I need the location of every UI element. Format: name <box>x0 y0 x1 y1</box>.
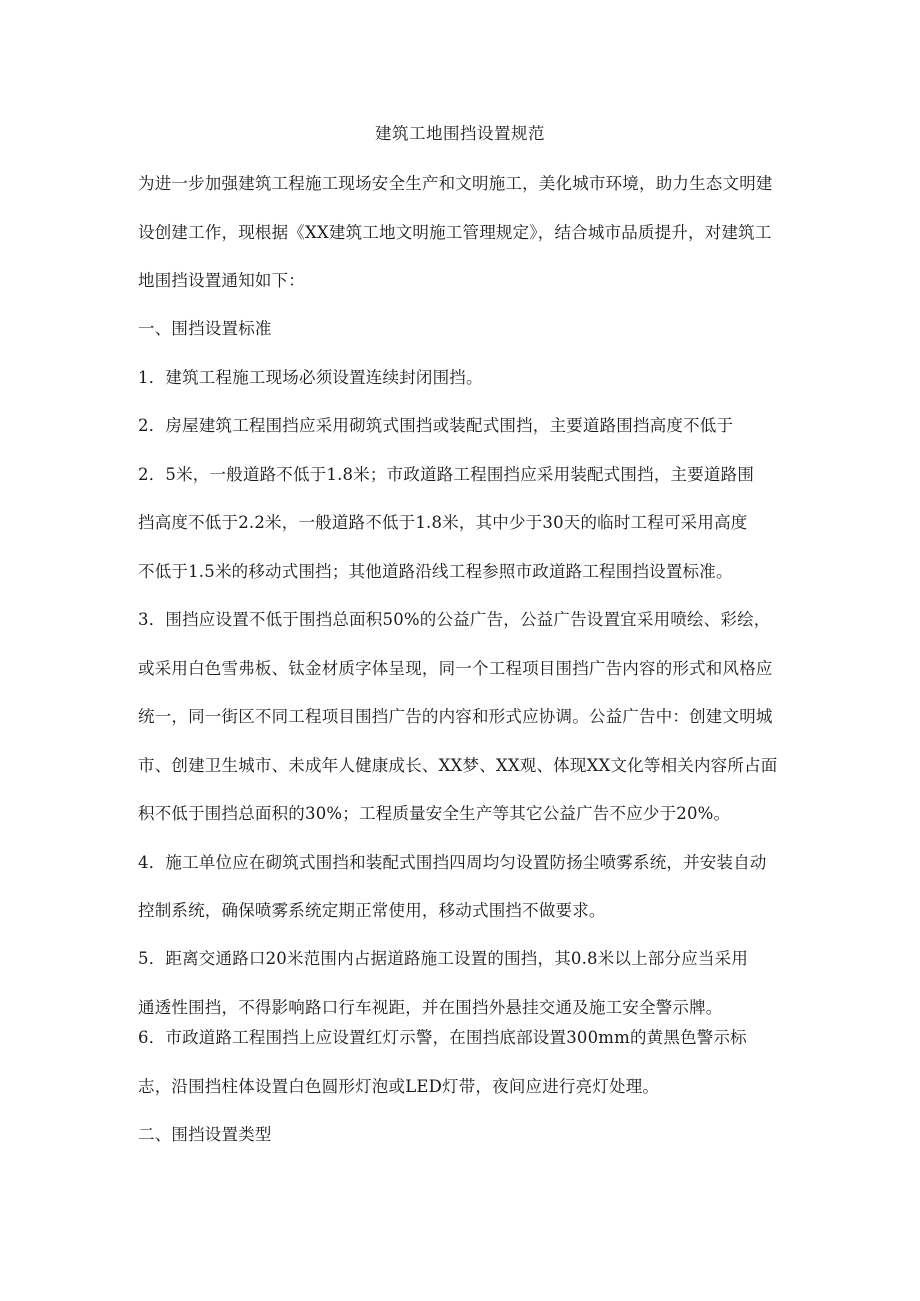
item-1-line-1: 1．建筑工程施工现场必须设置连续封闭围挡。 <box>138 368 483 387</box>
item-3-line-2: 或采用白色雪弗板、钛金材质字体呈现，同一个工程项目围挡广告内容的形式和风格应 <box>138 659 773 678</box>
item-3-line-4: 市、创建卫生城市、未成年人健康成长、XX梦、XX观、体现XX文化等相关内容所占面 <box>138 756 778 775</box>
intro-line-3: 地围挡设置通知如下： <box>138 271 305 290</box>
section-2-heading: 二、围挡设置类型 <box>138 1125 272 1144</box>
item-5-line-1: 5．距离交通路口20米范围内占据道路施工设置的围挡，其0.8米以上部分应当采用 <box>138 949 749 968</box>
item-2-line-3: 挡高度不低于2.2米，一般道路不低于1.8米，其中少于30天的临时工程可采用高度 <box>138 513 748 532</box>
item-6-line-2: 志，沿围挡柱体设置白色圆形灯泡或LED灯带，夜间应进行亮灯处理。 <box>138 1077 660 1096</box>
item-5-line-2: 通透性围挡，不得影响路口行车视距，并在围挡外悬挂交通及施工安全警示牌。 <box>138 998 723 1017</box>
item-2-line-4: 不低于1.5米的移动式围挡；其他道路沿线工程参照市政道路工程围挡设置标准。 <box>138 562 733 581</box>
item-3-line-3: 统一，同一街区不同工程项目围挡广告的内容和形式应协调。公益广告中：创建文明城 <box>138 707 773 726</box>
item-2-line-2: 2．5米，一般道路不低于1.8米；市政道路工程围挡应采用装配式围挡，主要道路围 <box>138 465 755 484</box>
document-title: 建筑工地围挡设置规范 <box>375 124 545 143</box>
item-2-line-1: 2．房屋建筑工程围挡应采用砌筑式围挡或装配式围挡，主要道路围挡高度不低于 <box>138 416 734 435</box>
intro-line-1: 为进一步加强建筑工程施工现场安全生产和文明施工，美化城市环境，助力生态文明建 <box>138 174 773 193</box>
item-3-line-5: 积不低于围挡总面积的30%；工程质量安全生产等其它公益广告不应少于20%。 <box>138 804 731 823</box>
item-4-line-2: 控制系统，确保喷雾系统定期正常使用，移动式围挡不做要求。 <box>138 901 606 920</box>
item-3-line-1: 3．围挡应设置不低于围挡总面积50%的公益广告，公益广告设置宜采用喷绘、彩绘， <box>138 610 771 629</box>
section-1-heading: 一、围挡设置标准 <box>138 319 272 338</box>
item-6-line-1: 6．市政道路工程围挡上应设置红灯示警，在围挡底部设置300mm的黄黑色警示标 <box>138 1028 747 1047</box>
item-4-line-1: 4．施工单位应在砌筑式围挡和装配式围挡四周均匀设置防扬尘喷雾系统，并安装自动 <box>138 853 767 872</box>
intro-line-2: 设创建工作，现根据《XX建筑工地文明施工管理规定》，结合城市品质提升，对建筑工 <box>138 223 772 242</box>
